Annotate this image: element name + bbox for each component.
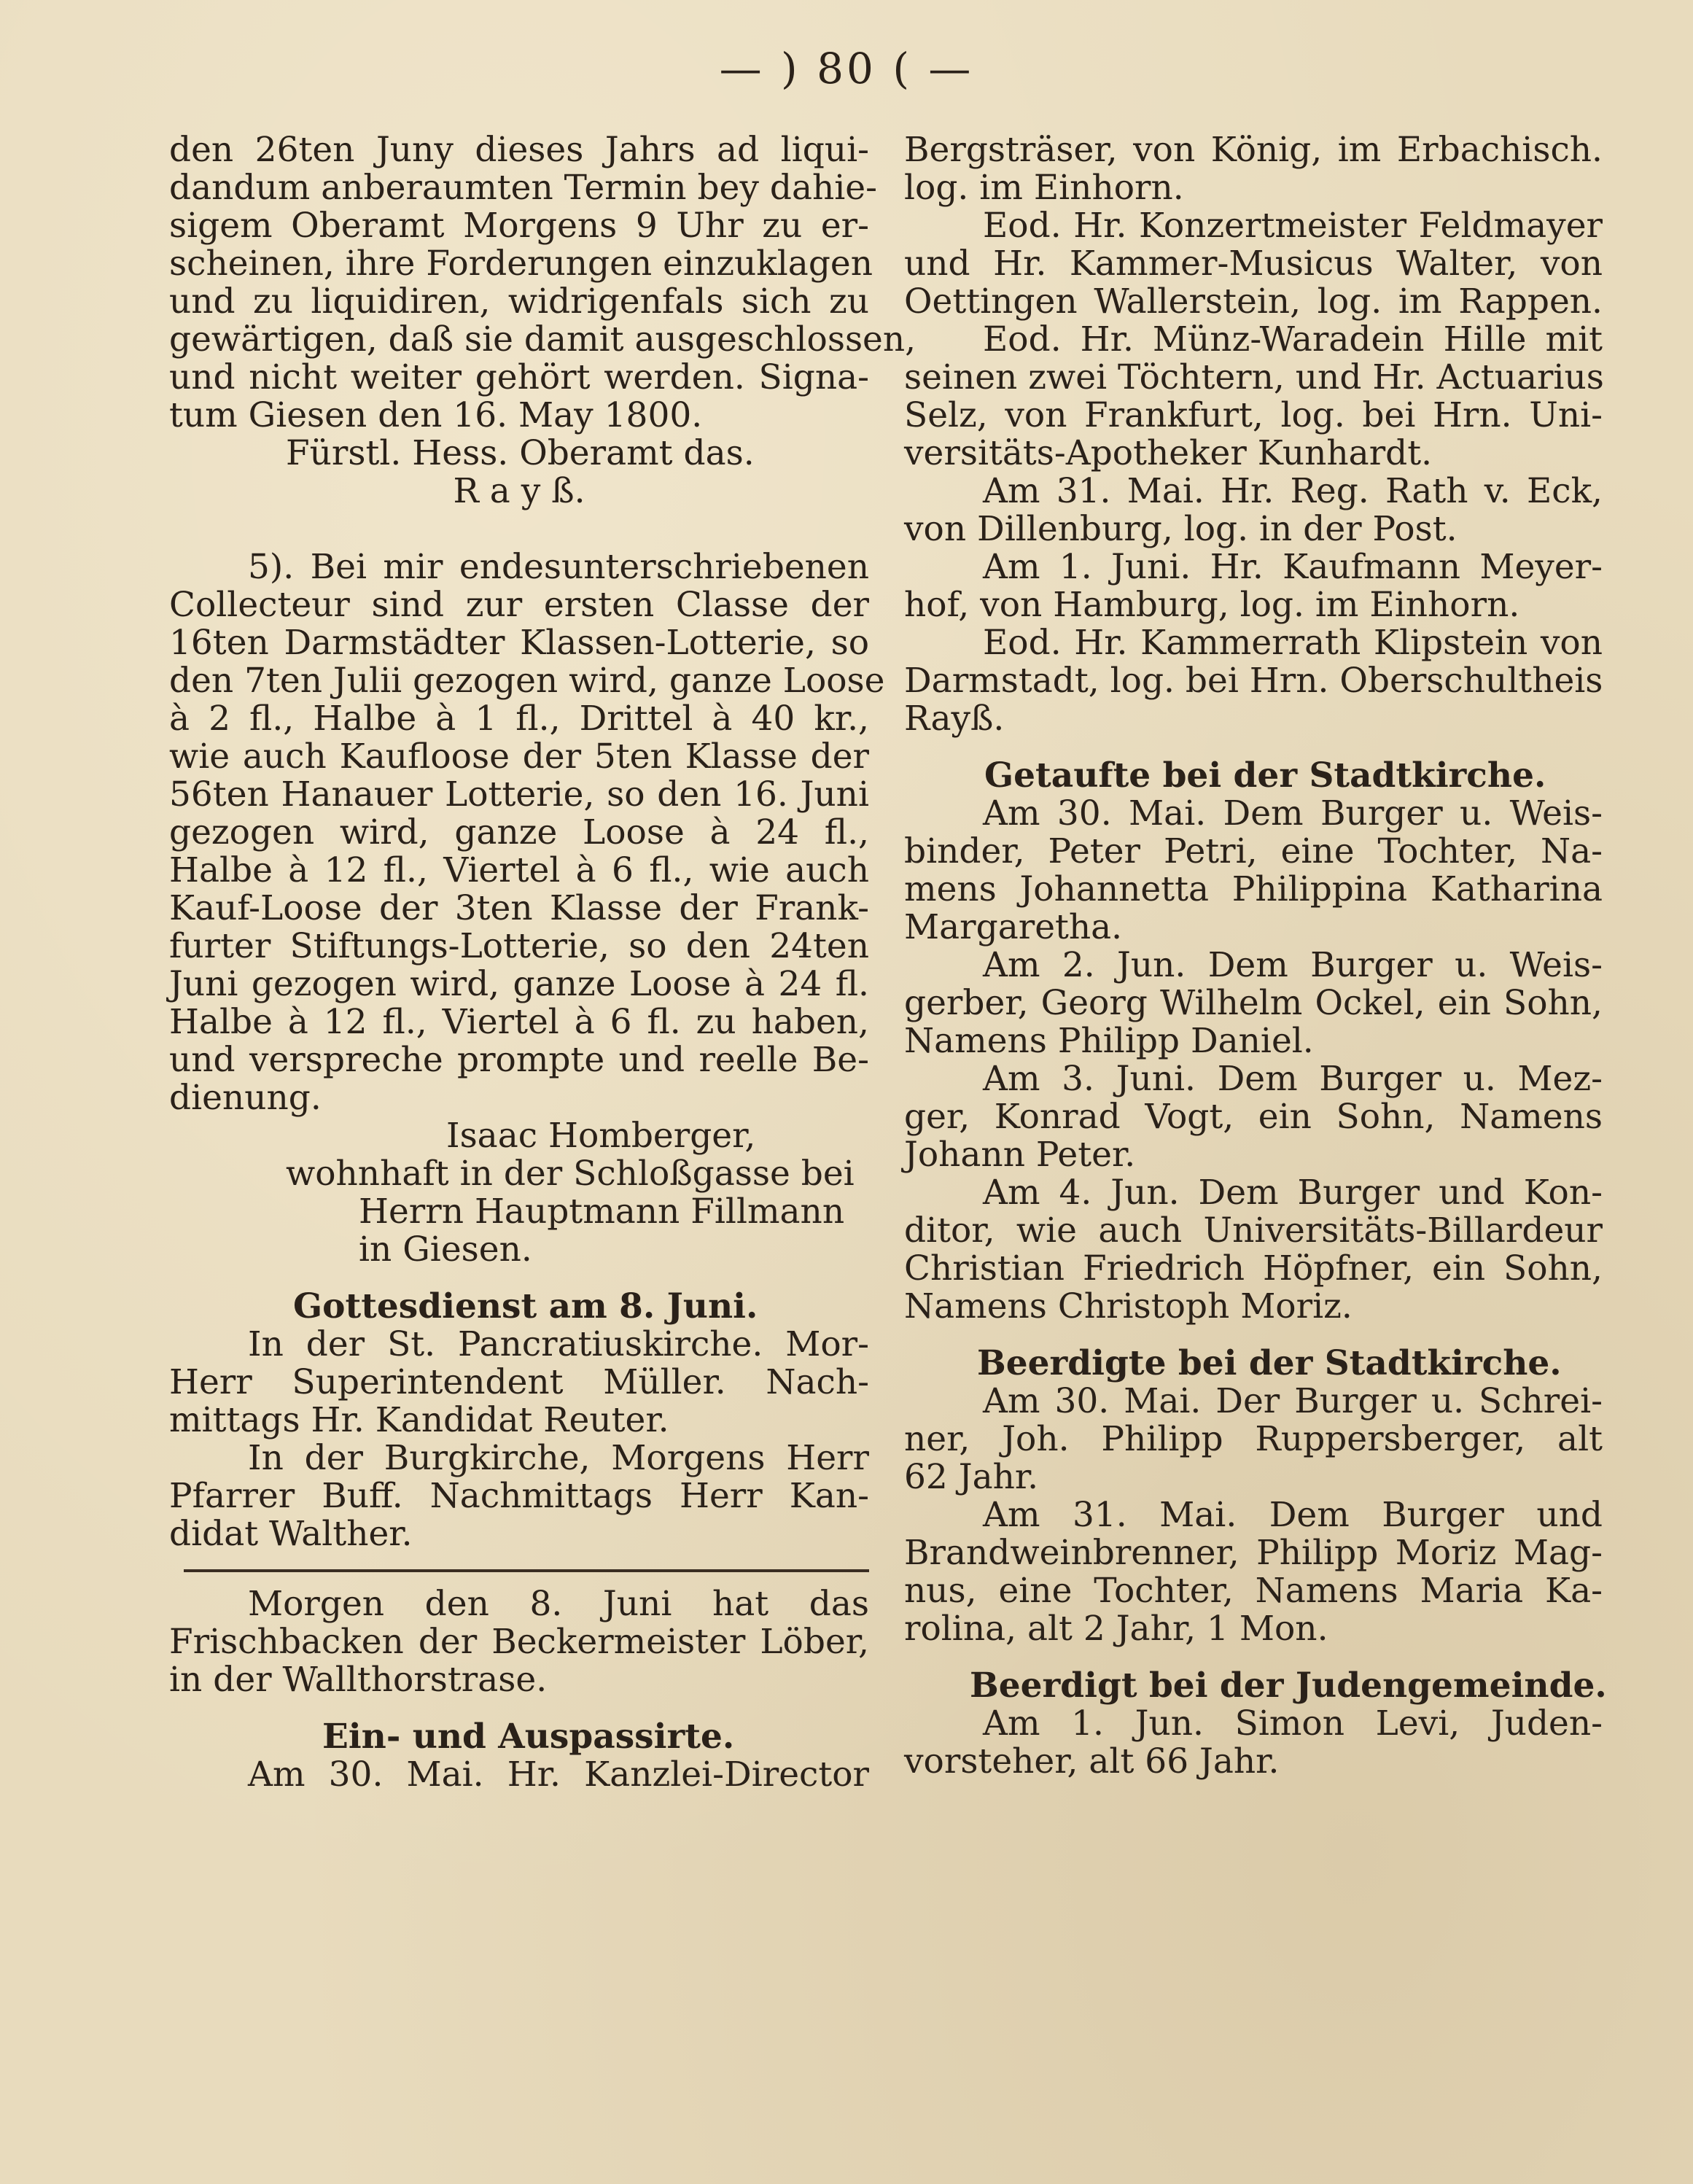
text-line: Am 1. Jun. Simon Levi, Juden- (983, 1703, 1603, 1744)
text-line: und zu liquidiren, widrigenfals sich zu (169, 281, 869, 322)
text-line: und nicht weiter gehört werden. Signa- (169, 357, 869, 397)
text-line: In der St. Pancratiuskirche. Mor- (248, 1324, 869, 1364)
bakery-notice (169, 1585, 869, 1699)
text-line: Pfarrer Buff. Nachmittags Herr Kan- (169, 1476, 869, 1516)
text-line: Margaretha. (904, 907, 1123, 947)
text-line: 62 Jahr. (904, 1457, 1039, 1497)
text-line: Johann Peter. (904, 1135, 1136, 1175)
text-line: von Dillenburg, log. in der Post. (904, 509, 1457, 549)
text-line: rolina, alt 2 Jahr, 1 Mon. (904, 1609, 1328, 1649)
text-line: gerber, Georg Wilhelm Ockel, ein Sohn, (904, 983, 1603, 1023)
text-line: den 7ten Julii gezogen wird, ganze Loose (169, 661, 885, 701)
text-line: Collecteur sind zur ersten Classe der (169, 585, 869, 625)
text-line: gezogen wird, ganze Loose à 24 fl., (169, 812, 869, 852)
oberamt-notice (169, 130, 916, 511)
text-line: und Hr. Kammer-Musicus Walter, von (904, 244, 1603, 284)
travellers-section-continued (904, 131, 1603, 738)
text-line: Selz, von Frankfurt, log. bei Hrn. Uni- (904, 395, 1603, 435)
text-line: ner, Joh. Philipp Ruppersberger, alt (904, 1419, 1603, 1459)
section-divider (184, 1569, 869, 1572)
text-line: à 2 fl., Halbe à 1 fl., Drittel à 40 kr., (169, 699, 869, 739)
signature-name: R a y ß. (453, 471, 585, 511)
travellers-section-start (169, 1718, 869, 1794)
right-column (904, 130, 1607, 1781)
text-line: Morgen den 8. Juni hat das (248, 1584, 869, 1624)
text-line: didat Walther. (169, 1514, 413, 1554)
text-line: Halbe à 12 fl., Viertel à 6 fl. zu haben, (169, 1002, 869, 1042)
text-line: ger, Konrad Vogt, ein Sohn, Namens (904, 1097, 1603, 1137)
text-line: Am 30. Mai. Der Burger u. Schrei- (983, 1381, 1603, 1421)
page-number-header: — ) 80 ( — (719, 44, 974, 93)
text-line: binder, Peter Petri, eine Tochter, Na- (904, 831, 1603, 871)
text-line: vorsteher, alt 66 Jahr. (904, 1741, 1280, 1781)
text-line: dienung. (169, 1078, 322, 1118)
text-line: Christian Friedrich Höpfner, ein Sohn, (904, 1248, 1603, 1289)
text-line: Am 2. Jun. Dem Burger u. Weis- (983, 945, 1603, 985)
text-line: Bergsträser, von König, im Erbachisch. (904, 130, 1603, 170)
text-line: versitäts-Apotheker Kunhardt. (904, 433, 1433, 473)
text-line: 5). Bei mir endesunterschriebenen (248, 547, 869, 587)
text-line: in der Wallthorstrase. (169, 1660, 548, 1700)
signature-line: wohnhaft in der Schloßgasse bei (286, 1154, 855, 1194)
signature-line: Fürstl. Hess. Oberamt das. (286, 433, 755, 473)
text-line: Am 4. Jun. Dem Burger und Kon- (983, 1173, 1603, 1213)
section-heading: Beerdigt bei der Judengemeinde. (970, 1666, 1607, 1706)
text-line: Rayß. (904, 699, 1005, 739)
text-line: nus, eine Tochter, Namens Maria Ka- (904, 1571, 1603, 1611)
text-line: mens Johannetta Philippina Katharina (904, 869, 1603, 909)
signature-line: Herrn Hauptmann Fillmann (359, 1192, 845, 1232)
section-heading: Gottesdienst am 8. Juni. (293, 1286, 758, 1326)
text-line: Namens Christoph Moriz. (904, 1286, 1353, 1326)
text-line: mittags Hr. Kandidat Reuter. (169, 1400, 669, 1440)
text-line: und verspreche prompte und reelle Be- (169, 1040, 869, 1080)
text-line: tum Giesen den 16. May 1800. (169, 395, 703, 435)
text-line: Darmstadt, log. bei Hrn. Oberschultheis (904, 661, 1603, 701)
text-line: gewärtigen, daß sie damit ausgeschlossen, (169, 319, 916, 360)
text-line: Eod. Hr. Konzertmeister Feldmayer (983, 206, 1603, 246)
text-line: Herr Superintendent Müller. Nach- (169, 1362, 869, 1402)
section-heading: Beerdigte bei der Stadtkirche. (977, 1343, 1562, 1383)
text-line: Eod. Hr. Kammerrath Klipstein von (983, 623, 1603, 663)
text-line: Oettingen Wallerstein, log. im Rappen. (904, 281, 1603, 322)
text-line: log. im Einhorn. (904, 168, 1184, 208)
text-line: Frischbacken der Beckermeister Löber, (169, 1622, 869, 1662)
text-line: Juni gezogen wird, ganze Loose à 24 fl. (169, 964, 869, 1004)
text-line: Am 31. Mai. Dem Burger und (983, 1495, 1603, 1535)
church-service-section (169, 1288, 869, 1553)
text-line: 16ten Darmstädter Klassen-Lotterie, so (169, 623, 869, 663)
text-line: Kauf-Loose der 3ten Klasse der Frank- (169, 888, 869, 928)
burials-section (904, 1345, 1603, 1648)
text-line: In der Burgkirche, Morgens Herr (248, 1438, 869, 1478)
text-line: scheinen, ihre Forderungen einzuklagen (169, 244, 873, 284)
signature-name: Isaac Homberger, (446, 1116, 756, 1156)
text-line: seinen zwei Töchtern, und Hr. Actuarius (904, 357, 1604, 397)
text-line: Am 30. Mai. Hr. Kanzlei-Director (248, 1754, 869, 1795)
signature-line: in Giesen. (359, 1229, 532, 1270)
lottery-advertisement (169, 547, 885, 1270)
text-line: Eod. Hr. Münz-Waradein Hille mit (983, 319, 1603, 360)
text-line: 56ten Hanauer Lotterie, so den 16. Juni (169, 774, 869, 815)
text-line: furter Stiftungs-Lotterie, so den 24ten (169, 926, 869, 966)
text-line: Halbe à 12 fl., Viertel à 6 fl., wie auch (169, 850, 869, 890)
section-heading: Ein- und Auspassirte. (322, 1717, 735, 1757)
text-line: ditor, wie auch Universitäts-Billardeur (904, 1210, 1603, 1251)
baptisms-section (904, 757, 1603, 1326)
left-column (169, 130, 916, 1795)
jewish-burials-section (904, 1666, 1607, 1781)
text-line: Namens Philipp Daniel. (904, 1021, 1314, 1061)
text-line: wie auch Kaufloose der 5ten Klasse der (169, 737, 869, 777)
text-line: hof, von Hamburg, log. im Einhorn. (904, 585, 1520, 625)
text-line: sigem Oberamt Morgens 9 Uhr zu er- (169, 206, 869, 246)
text-line: Am 3. Juni. Dem Burger u. Mez- (983, 1059, 1603, 1099)
text-line: Brandweinbrenner, Philipp Moriz Mag- (904, 1533, 1603, 1573)
text-line: dandum anberaumten Termin bey dahie- (169, 168, 877, 208)
text-line: den 26ten Juny dieses Jahrs ad liqui- (169, 130, 869, 170)
text-line: Am 31. Mai. Hr. Reg. Rath v. Eck, (983, 471, 1603, 511)
text-line: Am 1. Juni. Hr. Kaufmann Meyer- (983, 547, 1603, 587)
text-line: Am 30. Mai. Dem Burger u. Weis- (983, 793, 1603, 833)
section-heading: Getaufte bei der Stadtkirche. (984, 755, 1546, 796)
